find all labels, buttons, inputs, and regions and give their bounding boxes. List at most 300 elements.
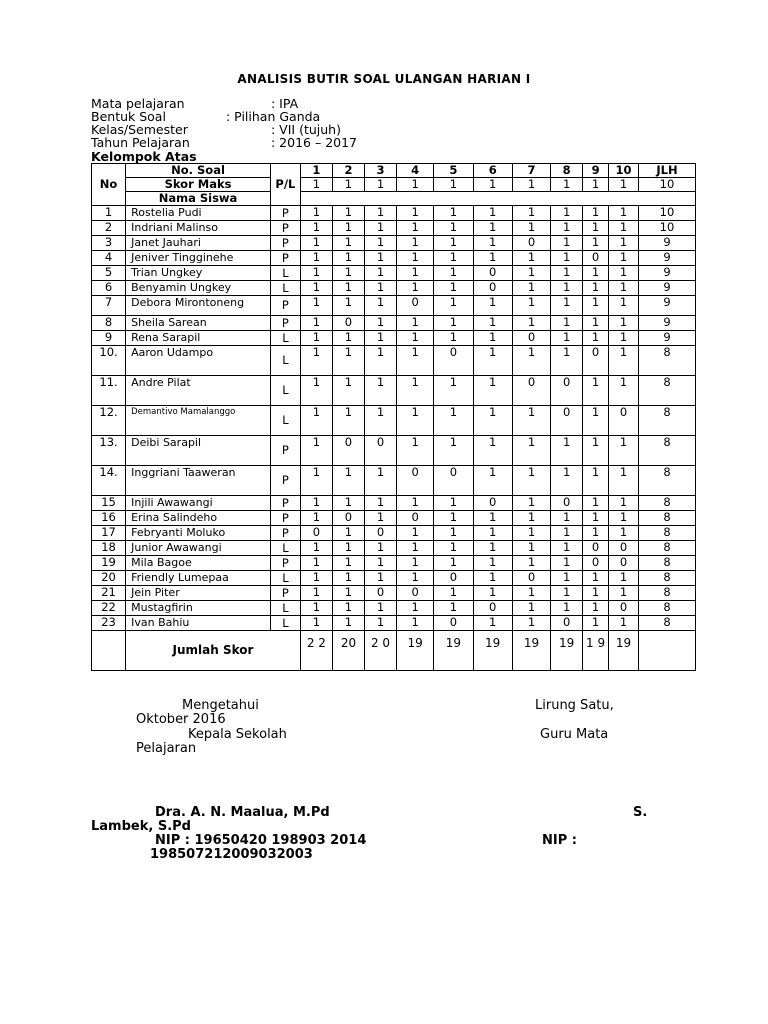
student-name: Junior Awawangi bbox=[126, 541, 271, 556]
score-cell: 1 bbox=[364, 511, 396, 526]
score-cell: 1 bbox=[512, 616, 550, 631]
score-cell: 0 bbox=[551, 406, 583, 436]
score-cell: 1 bbox=[300, 511, 332, 526]
score-cell: 1 bbox=[609, 616, 639, 631]
student-name: Indriani Malinso bbox=[126, 221, 271, 236]
score-cell: 1 bbox=[551, 511, 583, 526]
max-score: 1 bbox=[300, 178, 332, 192]
score-cell: 1 bbox=[332, 281, 364, 296]
max-score: 1 bbox=[551, 178, 583, 192]
student-name: Trian Ungkey bbox=[126, 266, 271, 281]
score-cell: 1 bbox=[551, 346, 583, 376]
score-cell: 1 bbox=[364, 556, 396, 571]
score-cell: 1 bbox=[512, 206, 550, 221]
score-cell: 0 bbox=[551, 376, 583, 406]
score-cell: 0 bbox=[473, 601, 512, 616]
score-cell: 1 bbox=[300, 556, 332, 571]
score-cell: 1 bbox=[512, 496, 550, 511]
score-cell: 1 bbox=[300, 221, 332, 236]
signatory-right-name: Lambek, S.Pd bbox=[91, 819, 191, 834]
max-total: 10 bbox=[638, 178, 695, 192]
total-cell: 9 bbox=[638, 251, 695, 266]
score-cell: 0 bbox=[397, 466, 434, 496]
score-cell: 0 bbox=[364, 586, 396, 601]
score-cell: 1 bbox=[364, 251, 396, 266]
max-score: 1 bbox=[332, 178, 364, 192]
student-name: Sheila Sarean bbox=[126, 316, 271, 331]
max-score: 1 bbox=[609, 178, 639, 192]
score-cell: 1 bbox=[300, 571, 332, 586]
score-cell: 1 bbox=[512, 436, 550, 466]
score-cell: 1 bbox=[609, 346, 639, 376]
gender-cell: P bbox=[270, 251, 300, 266]
score-cell: 1 bbox=[364, 206, 396, 221]
score-cell: 1 bbox=[332, 466, 364, 496]
score-cell: 1 bbox=[551, 331, 583, 346]
score-cell: 1 bbox=[300, 346, 332, 376]
total-cell: 9 bbox=[638, 281, 695, 296]
score-cell: 0 bbox=[434, 466, 473, 496]
score-cell: 0 bbox=[512, 236, 550, 251]
row-number: 2 bbox=[92, 221, 126, 236]
skor-maks-label: Skor Maks bbox=[126, 178, 271, 192]
pl-header: P/L bbox=[270, 164, 300, 206]
score-cell: 1 bbox=[551, 526, 583, 541]
score-cell: 1 bbox=[300, 616, 332, 631]
student-row bbox=[92, 526, 696, 541]
score-cell: 1 bbox=[397, 556, 434, 571]
score-cell: 1 bbox=[551, 601, 583, 616]
score-cell: 1 bbox=[300, 281, 332, 296]
question-number: 8 bbox=[551, 164, 583, 178]
total-cell: 8 bbox=[638, 466, 695, 496]
score-cell: 1 bbox=[300, 376, 332, 406]
score-cell: 0 bbox=[364, 436, 396, 466]
row-number: 20 bbox=[92, 571, 126, 586]
gender-cell: P bbox=[270, 556, 300, 571]
score-cell: 1 bbox=[300, 236, 332, 251]
score-cell: 1 bbox=[551, 316, 583, 331]
total-cell: 10 bbox=[638, 221, 695, 236]
gender-cell: P bbox=[270, 496, 300, 511]
score-cell: 1 bbox=[300, 436, 332, 466]
score-cell: 1 bbox=[332, 571, 364, 586]
score-cell: 1 bbox=[473, 316, 512, 331]
score-table bbox=[91, 163, 696, 671]
sum-cell: 2 2 bbox=[300, 631, 332, 671]
score-cell: 1 bbox=[332, 616, 364, 631]
question-number: 6 bbox=[473, 164, 512, 178]
total-cell: 9 bbox=[638, 316, 695, 331]
student-row bbox=[92, 436, 696, 466]
score-cell: 1 bbox=[397, 331, 434, 346]
score-cell: 1 bbox=[397, 526, 434, 541]
score-cell: 1 bbox=[609, 266, 639, 281]
student-name: Inggriani Taaweran bbox=[126, 466, 271, 496]
score-cell: 1 bbox=[512, 511, 550, 526]
score-cell: 1 bbox=[609, 281, 639, 296]
score-cell: 1 bbox=[300, 331, 332, 346]
total-cell: 8 bbox=[638, 511, 695, 526]
score-cell: 1 bbox=[397, 206, 434, 221]
score-cell: 1 bbox=[332, 406, 364, 436]
sum-row-blank bbox=[92, 631, 126, 671]
score-cell: 1 bbox=[332, 586, 364, 601]
score-cell: 1 bbox=[583, 316, 609, 331]
score-cell: 1 bbox=[300, 466, 332, 496]
no-soal-label: No. Soal bbox=[126, 164, 271, 178]
score-cell: 0 bbox=[434, 571, 473, 586]
score-cell: 1 bbox=[300, 541, 332, 556]
student-name: Jein Piter bbox=[126, 586, 271, 601]
score-cell: 1 bbox=[434, 526, 473, 541]
score-cell: 1 bbox=[512, 526, 550, 541]
row-number: 15 bbox=[92, 496, 126, 511]
max-score: 1 bbox=[512, 178, 550, 192]
meta-label: Mata pelajaran bbox=[91, 96, 185, 111]
score-cell: 1 bbox=[397, 236, 434, 251]
score-cell: 0 bbox=[551, 496, 583, 511]
score-cell: 1 bbox=[332, 526, 364, 541]
score-cell: 1 bbox=[364, 236, 396, 251]
score-cell: 1 bbox=[364, 296, 396, 316]
score-cell: 1 bbox=[364, 541, 396, 556]
score-cell: 1 bbox=[332, 376, 364, 406]
signatory-right-name-part: S. bbox=[633, 805, 648, 820]
score-cell: 0 bbox=[609, 406, 639, 436]
gender-cell: P bbox=[270, 221, 300, 236]
score-cell: 1 bbox=[609, 316, 639, 331]
score-cell: 0 bbox=[397, 586, 434, 601]
score-cell: 1 bbox=[473, 251, 512, 266]
total-cell: 8 bbox=[638, 586, 695, 601]
score-cell: 1 bbox=[609, 376, 639, 406]
score-cell: 1 bbox=[434, 206, 473, 221]
gender-cell: L bbox=[270, 281, 300, 296]
meta-label: Kelas/Semester bbox=[91, 122, 188, 137]
score-cell: 1 bbox=[332, 251, 364, 266]
score-cell: 0 bbox=[397, 511, 434, 526]
score-cell: 1 bbox=[364, 496, 396, 511]
score-cell: 1 bbox=[551, 586, 583, 601]
total-cell: 8 bbox=[638, 496, 695, 511]
gender-cell: L bbox=[270, 266, 300, 281]
max-score: 1 bbox=[434, 178, 473, 192]
row-number: 11. bbox=[92, 376, 126, 406]
score-cell: 1 bbox=[434, 251, 473, 266]
score-cell: 1 bbox=[332, 206, 364, 221]
score-cell: 0 bbox=[434, 616, 473, 631]
score-cell: 1 bbox=[434, 236, 473, 251]
score-cell: 1 bbox=[397, 436, 434, 466]
gender-cell: P bbox=[270, 436, 300, 466]
student-row bbox=[92, 251, 696, 266]
score-cell: 1 bbox=[332, 496, 364, 511]
meta-value: : Pilihan Ganda bbox=[226, 109, 321, 124]
student-name: Rena Sarapil bbox=[126, 331, 271, 346]
score-cell: 1 bbox=[583, 616, 609, 631]
score-cell: 0 bbox=[609, 601, 639, 616]
score-cell: 0 bbox=[473, 496, 512, 511]
score-cell: 1 bbox=[583, 206, 609, 221]
student-name: Jeniver Tingginehe bbox=[126, 251, 271, 266]
gender-cell: P bbox=[270, 586, 300, 601]
score-cell: 1 bbox=[609, 206, 639, 221]
score-cell: 1 bbox=[551, 556, 583, 571]
student-row bbox=[92, 296, 696, 316]
question-number: 2 bbox=[332, 164, 364, 178]
row-number: 14. bbox=[92, 466, 126, 496]
sum-cell: 19 bbox=[473, 631, 512, 671]
score-cell: 1 bbox=[609, 331, 639, 346]
score-cell: 1 bbox=[551, 541, 583, 556]
max-score: 1 bbox=[473, 178, 512, 192]
student-row bbox=[92, 266, 696, 281]
student-name: Injili Awawangi bbox=[126, 496, 271, 511]
student-name: Benyamin Ungkey bbox=[126, 281, 271, 296]
score-cell: 1 bbox=[551, 466, 583, 496]
row-number: 10. bbox=[92, 346, 126, 376]
header-row-student-name bbox=[92, 192, 696, 206]
score-cell: 1 bbox=[364, 346, 396, 376]
question-number: 4 bbox=[397, 164, 434, 178]
score-cell: 1 bbox=[397, 376, 434, 406]
score-cell: 0 bbox=[583, 556, 609, 571]
student-row bbox=[92, 281, 696, 296]
score-cell: 1 bbox=[300, 206, 332, 221]
gender-cell: L bbox=[270, 346, 300, 376]
footer-mengetahui: Mengetahui bbox=[182, 698, 259, 713]
score-cell: 1 bbox=[300, 296, 332, 316]
score-cell: 1 bbox=[332, 346, 364, 376]
sum-label: Jumlah Skor bbox=[126, 631, 301, 671]
score-cell: 1 bbox=[300, 316, 332, 331]
score-cell: 1 bbox=[364, 616, 396, 631]
score-cell: 1 bbox=[364, 221, 396, 236]
score-cell: 1 bbox=[609, 236, 639, 251]
row-number: 9 bbox=[92, 331, 126, 346]
score-cell: 1 bbox=[434, 296, 473, 316]
student-row bbox=[92, 571, 696, 586]
footer-pelajaran: Pelajaran bbox=[136, 741, 197, 756]
row-number: 22 bbox=[92, 601, 126, 616]
score-cell: 1 bbox=[434, 406, 473, 436]
score-cell: 1 bbox=[473, 511, 512, 526]
score-cell: 1 bbox=[512, 251, 550, 266]
student-row bbox=[92, 331, 696, 346]
group-label: Kelompok Atas bbox=[91, 149, 197, 164]
score-cell: 1 bbox=[473, 571, 512, 586]
row-number: 17 bbox=[92, 526, 126, 541]
student-name: Debora Mirontoneng bbox=[126, 296, 271, 316]
score-cell: 1 bbox=[583, 496, 609, 511]
total-cell: 10 bbox=[638, 206, 695, 221]
score-cell: 1 bbox=[364, 376, 396, 406]
student-name: Febryanti Moluko bbox=[126, 526, 271, 541]
meta-value: : VII (tujuh) bbox=[271, 122, 341, 137]
score-cell: 1 bbox=[434, 511, 473, 526]
row-number: 3 bbox=[92, 236, 126, 251]
gender-cell: P bbox=[270, 296, 300, 316]
document-title: ANALISIS BUTIR SOAL ULANGAN HARIAN I bbox=[237, 72, 531, 86]
score-cell: 1 bbox=[397, 406, 434, 436]
header-blank bbox=[300, 192, 695, 206]
row-number: 13. bbox=[92, 436, 126, 466]
meta-label: Bentuk Soal bbox=[91, 109, 166, 124]
score-cell: 1 bbox=[434, 221, 473, 236]
question-number: 9 bbox=[583, 164, 609, 178]
score-cell: 1 bbox=[551, 266, 583, 281]
row-number: 4 bbox=[92, 251, 126, 266]
score-cell: 1 bbox=[551, 281, 583, 296]
score-cell: 1 bbox=[512, 266, 550, 281]
score-cell: 1 bbox=[300, 496, 332, 511]
total-cell: 8 bbox=[638, 571, 695, 586]
student-row bbox=[92, 541, 696, 556]
score-cell: 1 bbox=[473, 616, 512, 631]
score-cell: 1 bbox=[609, 296, 639, 316]
student-row bbox=[92, 376, 696, 406]
sum-cell: 20 bbox=[332, 631, 364, 671]
score-cell: 1 bbox=[583, 266, 609, 281]
score-cell: 1 bbox=[473, 346, 512, 376]
gender-cell: P bbox=[270, 236, 300, 251]
max-score: 1 bbox=[364, 178, 396, 192]
score-cell: 1 bbox=[332, 541, 364, 556]
score-cell: 1 bbox=[583, 376, 609, 406]
score-cell: 0 bbox=[609, 556, 639, 571]
score-cell: 1 bbox=[512, 346, 550, 376]
student-name: Ivan Bahiu bbox=[126, 616, 271, 631]
score-cell: 1 bbox=[583, 511, 609, 526]
score-cell: 1 bbox=[512, 541, 550, 556]
student-row bbox=[92, 586, 696, 601]
footer-kepala-sekolah: Kepala Sekolah bbox=[188, 727, 287, 742]
score-cell: 1 bbox=[583, 331, 609, 346]
score-cell: 1 bbox=[583, 601, 609, 616]
score-cell: 1 bbox=[473, 466, 512, 496]
score-cell: 1 bbox=[609, 586, 639, 601]
sum-cell: 1 9 bbox=[583, 631, 609, 671]
student-name: Aaron Udampo bbox=[126, 346, 271, 376]
score-cell: 1 bbox=[397, 346, 434, 376]
score-cell: 1 bbox=[473, 206, 512, 221]
student-name: Mila Bagoe bbox=[126, 556, 271, 571]
row-number: 12. bbox=[92, 406, 126, 436]
score-cell: 0 bbox=[332, 511, 364, 526]
score-cell: 1 bbox=[332, 331, 364, 346]
score-cell: 1 bbox=[473, 586, 512, 601]
score-cell: 1 bbox=[583, 466, 609, 496]
max-score: 1 bbox=[397, 178, 434, 192]
score-cell: 1 bbox=[473, 526, 512, 541]
score-cell: 0 bbox=[364, 526, 396, 541]
nama-siswa-label: Nama Siswa bbox=[126, 192, 271, 206]
score-cell: 1 bbox=[364, 601, 396, 616]
score-cell: 1 bbox=[364, 331, 396, 346]
score-cell: 1 bbox=[473, 236, 512, 251]
score-cell: 1 bbox=[512, 406, 550, 436]
score-cell: 1 bbox=[332, 221, 364, 236]
total-cell: 8 bbox=[638, 406, 695, 436]
sum-cell: 19 bbox=[512, 631, 550, 671]
score-cell: 0 bbox=[397, 296, 434, 316]
total-cell: 9 bbox=[638, 236, 695, 251]
meta-label: Tahun Pelajaran bbox=[91, 135, 190, 150]
nip-right-label: NIP : bbox=[542, 833, 577, 848]
student-row bbox=[92, 556, 696, 571]
score-cell: 1 bbox=[512, 556, 550, 571]
score-cell: 0 bbox=[583, 541, 609, 556]
score-cell: 1 bbox=[512, 296, 550, 316]
footer-place-date: Lirung Satu, bbox=[535, 698, 614, 713]
score-cell: 1 bbox=[397, 571, 434, 586]
gender-cell: P bbox=[270, 206, 300, 221]
total-cell: 9 bbox=[638, 331, 695, 346]
signatory-left-name: Dra. A. N. Maalua, M.Pd bbox=[155, 805, 330, 820]
score-cell: 1 bbox=[434, 541, 473, 556]
sum-total-blank bbox=[638, 631, 695, 671]
nip-right-value: 198507212009032003 bbox=[150, 847, 313, 862]
question-number: 10 bbox=[609, 164, 639, 178]
student-name: Andre Pilat bbox=[126, 376, 271, 406]
score-cell: 1 bbox=[551, 571, 583, 586]
score-cell: 1 bbox=[609, 496, 639, 511]
gender-cell: L bbox=[270, 601, 300, 616]
meta-row-year bbox=[91, 135, 358, 150]
score-cell: 1 bbox=[473, 296, 512, 316]
score-cell: 1 bbox=[397, 316, 434, 331]
score-cell: 1 bbox=[473, 556, 512, 571]
student-name: Demantivo Mamalanggo bbox=[126, 406, 271, 436]
score-cell: 1 bbox=[583, 586, 609, 601]
max-score: 1 bbox=[583, 178, 609, 192]
score-cell: 1 bbox=[364, 281, 396, 296]
score-cell: 1 bbox=[512, 221, 550, 236]
score-cell: 1 bbox=[583, 221, 609, 236]
question-number: 3 bbox=[364, 164, 396, 178]
score-cell: 1 bbox=[332, 266, 364, 281]
question-number: 7 bbox=[512, 164, 550, 178]
total-cell: 8 bbox=[638, 616, 695, 631]
score-cell: 1 bbox=[551, 296, 583, 316]
row-number: 16 bbox=[92, 511, 126, 526]
score-cell: 1 bbox=[364, 466, 396, 496]
jlh-header: JLH bbox=[638, 164, 695, 178]
score-cell: 1 bbox=[583, 296, 609, 316]
score-cell: 0 bbox=[434, 346, 473, 376]
score-cell: 1 bbox=[473, 221, 512, 236]
student-row bbox=[92, 616, 696, 631]
score-cell: 0 bbox=[609, 541, 639, 556]
total-cell: 8 bbox=[638, 346, 695, 376]
gender-cell: L bbox=[270, 571, 300, 586]
row-number: 1 bbox=[92, 206, 126, 221]
row-number: 6 bbox=[92, 281, 126, 296]
total-cell: 8 bbox=[638, 376, 695, 406]
score-cell: 1 bbox=[473, 331, 512, 346]
total-cell: 8 bbox=[638, 556, 695, 571]
score-cell: 1 bbox=[300, 586, 332, 601]
score-cell: 1 bbox=[300, 601, 332, 616]
student-row bbox=[92, 496, 696, 511]
score-cell: 1 bbox=[300, 266, 332, 281]
score-cell: 1 bbox=[397, 601, 434, 616]
score-cell: 1 bbox=[434, 316, 473, 331]
student-name: Erina Salindeho bbox=[126, 511, 271, 526]
gender-cell: P bbox=[270, 316, 300, 331]
sum-cell: 19 bbox=[397, 631, 434, 671]
